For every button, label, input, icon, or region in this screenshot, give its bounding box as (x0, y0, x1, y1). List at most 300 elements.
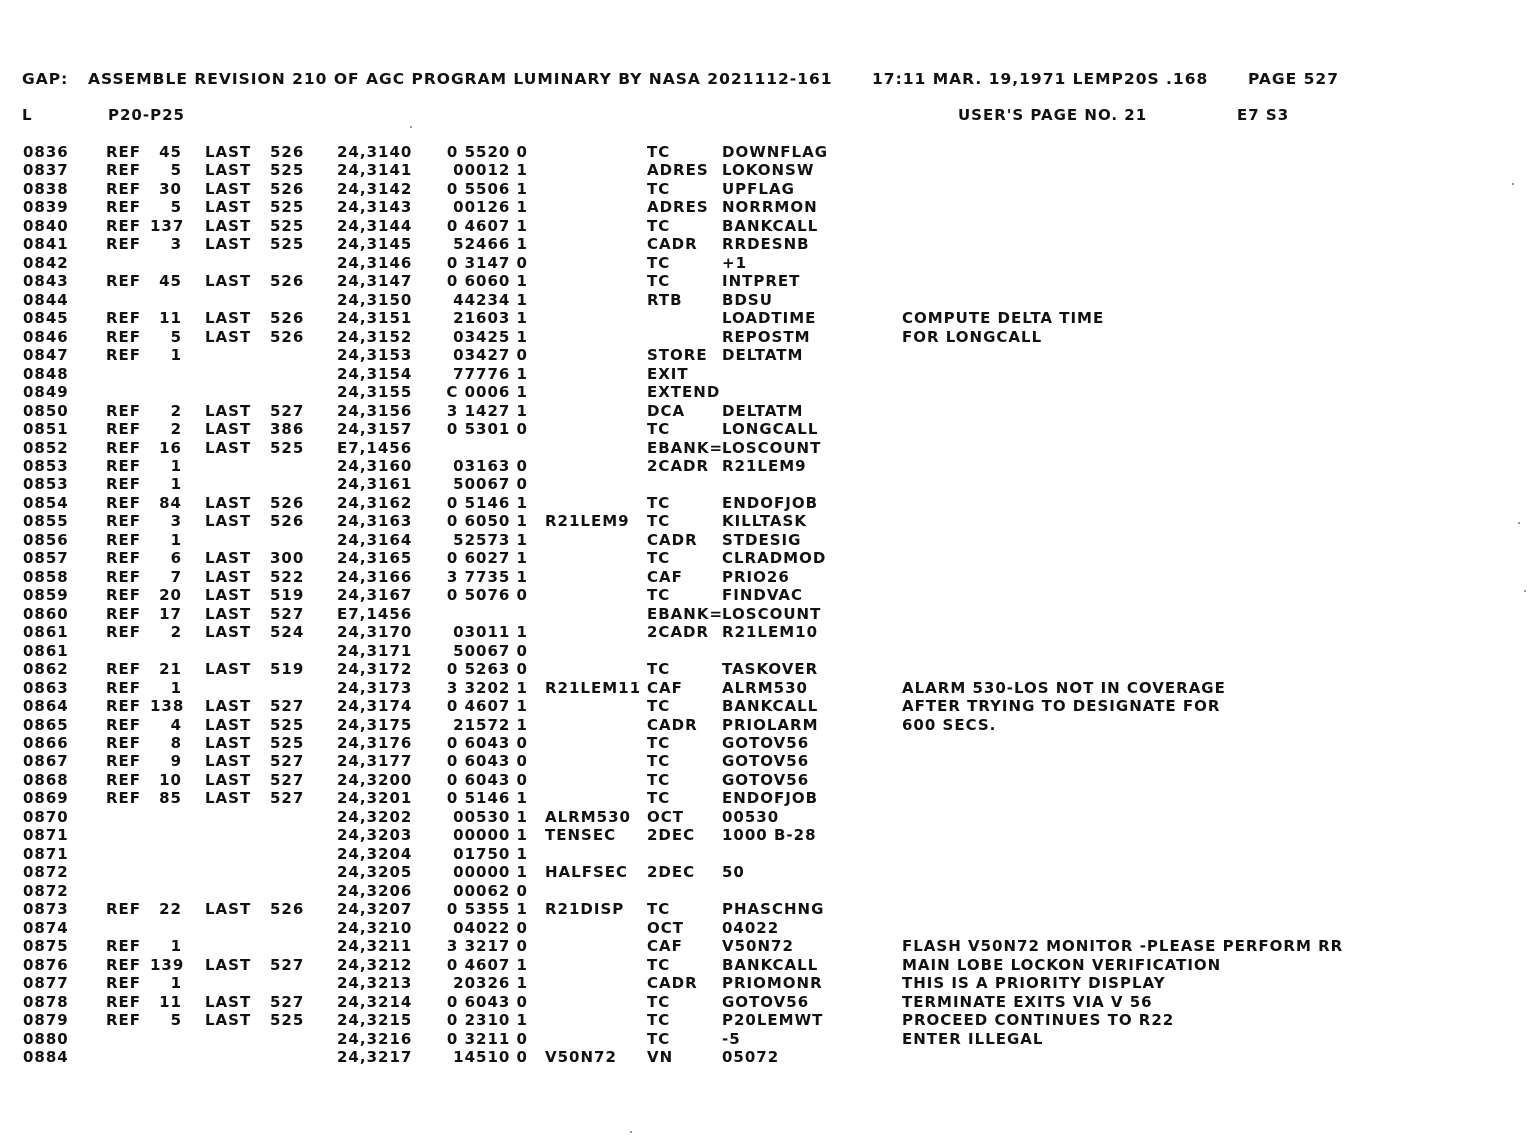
opcode: 2DEC (647, 863, 696, 882)
listing-row (0, 494, 1536, 512)
line-number: 0863 (23, 678, 69, 697)
address: 24,3141 (337, 161, 413, 180)
machine-code: 52573 1 (453, 530, 528, 549)
last-page: 527 (270, 955, 305, 974)
last-page: 527 (270, 992, 305, 1011)
listing-row (0, 383, 1536, 401)
machine-code: 50067 0 (453, 641, 528, 660)
address: 24,3140 (337, 143, 413, 161)
ref-keyword: REF (106, 272, 142, 291)
last-keyword: LAST (205, 992, 252, 1011)
opcode: CAF (647, 678, 683, 697)
listing-row (0, 143, 1536, 161)
operand: LONGCALL (722, 420, 819, 439)
listing-row (0, 328, 1536, 346)
address: 24,3175 (337, 715, 413, 734)
listing-row (0, 605, 1536, 623)
opcode: TC (647, 216, 671, 235)
machine-code: 0 4607 1 (446, 216, 528, 235)
opcode: TC (647, 253, 671, 272)
listing-row (0, 863, 1536, 881)
line-number: 0844 (23, 290, 69, 309)
last-page: 526 (270, 143, 305, 161)
operand: ALRM530 (722, 678, 808, 697)
listing-row (0, 900, 1536, 918)
ref-keyword: REF (106, 974, 142, 993)
operand: GOTOV56 (722, 992, 810, 1011)
opcode: ADRES (647, 161, 709, 180)
ref-count: 1 (170, 678, 182, 697)
section-name: P20-P25 (108, 106, 185, 124)
machine-code: 0 5146 1 (446, 493, 528, 512)
operand: NORRMON (722, 198, 818, 217)
ref-count: 1 (170, 346, 182, 365)
machine-code: 3 3202 1 (446, 678, 528, 697)
ref-keyword: REF (106, 327, 142, 346)
listing-row (0, 272, 1536, 290)
ref-keyword: REF (106, 734, 142, 752)
opcode: TC (647, 697, 671, 716)
operand: LOKONSW (722, 161, 815, 180)
machine-code: 00530 1 (453, 807, 528, 826)
ref-keyword: REF (106, 604, 142, 623)
listing-row (0, 402, 1536, 420)
line-number: 0871 (23, 826, 69, 845)
listing-letter: L (22, 106, 33, 124)
scan-speck (630, 1131, 632, 1133)
operand: REPOSTM (722, 327, 811, 346)
machine-code: 04022 0 (453, 918, 528, 937)
operand: ENDOFJOB (722, 493, 819, 512)
address: 24,3154 (337, 364, 413, 383)
line-number: 0840 (23, 216, 69, 235)
line-number: 0859 (23, 586, 69, 605)
listing-row (0, 254, 1536, 272)
listing-row (0, 457, 1536, 475)
ref-keyword: REF (106, 752, 142, 771)
last-page: 386 (270, 420, 305, 439)
machine-code: 03425 1 (453, 327, 528, 346)
ref-count: 45 (159, 143, 182, 161)
ref-keyword: REF (106, 493, 142, 512)
ref-count: 139 (150, 955, 185, 974)
ref-keyword: REF (106, 549, 142, 568)
machine-code: 00000 1 (453, 863, 528, 882)
last-page: 527 (270, 789, 305, 808)
ref-count: 6 (170, 549, 182, 568)
machine-code: C 0006 1 (446, 383, 528, 402)
line-number: 0866 (23, 734, 69, 752)
opcode: TC (647, 493, 671, 512)
machine-code: 44234 1 (453, 290, 528, 309)
address: 24,3201 (337, 789, 413, 808)
address: 24,3202 (337, 807, 413, 826)
address: 24,3161 (337, 475, 413, 494)
address: 24,3213 (337, 974, 413, 993)
last-keyword: LAST (205, 161, 252, 180)
last-page: 522 (270, 567, 305, 586)
line-number: 0870 (23, 807, 69, 826)
operand: BANKCALL (722, 697, 819, 716)
opcode: EBANK= (647, 604, 724, 623)
last-keyword: LAST (205, 660, 252, 679)
address: E7,1456 (337, 438, 413, 457)
ref-count: 84 (159, 493, 182, 512)
operand: 50 (722, 863, 745, 882)
opcode: TC (647, 512, 671, 531)
comment: PROCEED CONTINUES TO R22 (902, 1011, 1175, 1030)
ref-count: 9 (170, 752, 182, 771)
last-keyword: LAST (205, 198, 252, 217)
line-number: 0878 (23, 992, 69, 1011)
ref-keyword: REF (106, 216, 142, 235)
opcode: 2CADR (647, 623, 710, 642)
ref-keyword: REF (106, 586, 142, 605)
opcode: 2CADR (647, 456, 710, 475)
opcode: CADR (647, 235, 698, 254)
operand: 1000 B-28 (722, 826, 817, 845)
machine-code: 0 6050 1 (446, 512, 528, 531)
last-page: 525 (270, 715, 305, 734)
ref-keyword: REF (106, 235, 142, 254)
machine-code: 0 3147 0 (446, 253, 528, 272)
opcode: EBANK= (647, 438, 724, 457)
line-number: 0854 (23, 493, 69, 512)
opcode: EXIT (647, 364, 689, 383)
operand: -5 (722, 1029, 741, 1048)
address: 24,3171 (337, 641, 413, 660)
last-page: 519 (270, 586, 305, 605)
last-keyword: LAST (205, 604, 252, 623)
listing-row (0, 420, 1536, 438)
listing-row (0, 198, 1536, 216)
address: 24,3204 (337, 844, 413, 863)
line-number: 0856 (23, 530, 69, 549)
last-page: 525 (270, 216, 305, 235)
ref-keyword: REF (106, 143, 142, 161)
machine-code: 0 6060 1 (446, 272, 528, 291)
machine-code: 0 4607 1 (446, 697, 528, 716)
operand: PRIO26 (722, 567, 790, 586)
opcode: TC (647, 1011, 671, 1030)
machine-code: 0 5506 1 (446, 179, 528, 198)
opcode: TC (647, 143, 671, 161)
ref-count: 45 (159, 272, 182, 291)
machine-code: 77776 1 (453, 364, 528, 383)
last-keyword: LAST (205, 179, 252, 198)
last-page: 527 (270, 697, 305, 716)
address: 24,3207 (337, 900, 413, 919)
ref-count: 1 (170, 475, 182, 494)
line-number: 0865 (23, 715, 69, 734)
last-keyword: LAST (205, 309, 252, 328)
address: 24,3173 (337, 678, 413, 697)
comment: AFTER TRYING TO DESIGNATE FOR (902, 697, 1221, 716)
last-keyword: LAST (205, 327, 252, 346)
opcode: ADRES (647, 198, 709, 217)
machine-code: 0 5520 0 (446, 143, 528, 161)
operand: GOTOV56 (722, 770, 810, 789)
ref-keyword: REF (106, 678, 142, 697)
label: R21DISP (545, 900, 625, 919)
opcode: CADR (647, 974, 698, 993)
line-number: 0867 (23, 752, 69, 771)
ref-count: 16 (159, 438, 182, 457)
comment: ENTER ILLEGAL (902, 1029, 1044, 1048)
line-number: 0875 (23, 937, 69, 956)
ref-keyword: REF (106, 346, 142, 365)
label: R21LEM11 (545, 678, 642, 697)
last-page: 519 (270, 660, 305, 679)
line-number: 0857 (23, 549, 69, 568)
ref-keyword: REF (106, 992, 142, 1011)
ref-keyword: REF (106, 179, 142, 198)
opcode: TC (647, 660, 671, 679)
opcode: TC (647, 752, 671, 771)
label: V50N72 (545, 1047, 617, 1066)
operand: +1 (722, 253, 748, 272)
last-page: 527 (270, 752, 305, 771)
operand: PHASCHNG (722, 900, 825, 919)
assembly-title: ASSEMBLE REVISION 210 OF AGC PROGRAM LUMINARY BY NASA 2021112-161 (88, 70, 833, 88)
last-page: 525 (270, 734, 305, 752)
assembly-datetime: 17:11 MAR. 19,1971 LEMP20S .168 (872, 70, 1209, 88)
opcode: TC (647, 586, 671, 605)
address: 24,3172 (337, 660, 413, 679)
last-page: 525 (270, 438, 305, 457)
last-page: 526 (270, 493, 305, 512)
address: 24,3156 (337, 401, 413, 420)
ref-count: 5 (170, 161, 182, 180)
address: 24,3170 (337, 623, 413, 642)
line-number: 0876 (23, 955, 69, 974)
machine-code: 0 6043 0 (446, 992, 528, 1011)
machine-code: 03427 0 (453, 346, 528, 365)
line-number: 0858 (23, 567, 69, 586)
ref-keyword: REF (106, 567, 142, 586)
line-number: 0848 (23, 364, 69, 383)
opcode: TC (647, 549, 671, 568)
ref-keyword: REF (106, 715, 142, 734)
operand: INTPRET (722, 272, 801, 291)
machine-code: 0 5263 0 (446, 660, 528, 679)
opcode: OCT (647, 918, 684, 937)
machine-code: 14510 0 (453, 1047, 528, 1066)
operand: UPFLAG (722, 179, 795, 198)
ref-keyword: REF (106, 438, 142, 457)
line-number: 0849 (23, 383, 69, 402)
listing-row (0, 180, 1536, 198)
line-number: 0850 (23, 401, 69, 420)
ref-keyword: REF (106, 900, 142, 919)
operand: 05072 (722, 1047, 780, 1066)
listing-row (0, 845, 1536, 863)
listing-row (0, 1030, 1536, 1048)
last-page: 300 (270, 549, 305, 568)
line-number: 0843 (23, 272, 69, 291)
listing-row (0, 771, 1536, 789)
address: 24,3150 (337, 290, 413, 309)
ref-count: 137 (150, 216, 185, 235)
user-page-number: USER'S PAGE NO. 21 (958, 106, 1148, 124)
ref-count: 17 (159, 604, 182, 623)
line-number: 0855 (23, 512, 69, 531)
listing-row (0, 568, 1536, 586)
address: 24,3162 (337, 493, 413, 512)
machine-code: 20326 1 (453, 974, 528, 993)
machine-code: 0 5146 1 (446, 789, 528, 808)
opcode: CADR (647, 715, 698, 734)
line-number: 0845 (23, 309, 69, 328)
last-page: 526 (270, 179, 305, 198)
machine-code: 0 6043 0 (446, 770, 528, 789)
opcode: TC (647, 179, 671, 198)
opcode: TC (647, 272, 671, 291)
listing-row (0, 365, 1536, 383)
address: 24,3143 (337, 198, 413, 217)
listing-row (0, 309, 1536, 327)
machine-code: 52466 1 (453, 235, 528, 254)
address: 24,3200 (337, 770, 413, 789)
address: 24,3166 (337, 567, 413, 586)
operand: BANKCALL (722, 216, 819, 235)
listing-row (0, 1048, 1536, 1066)
listing-row (0, 974, 1536, 992)
operand: ENDOFJOB (722, 789, 819, 808)
listing-row (0, 660, 1536, 678)
line-number: 0838 (23, 179, 69, 198)
operand: R21LEM10 (722, 623, 819, 642)
line-number: 0861 (23, 641, 69, 660)
address: 24,3160 (337, 456, 413, 475)
opcode: EXTEND (647, 383, 721, 402)
machine-code: 03163 0 (453, 456, 528, 475)
operand: STDESIG (722, 530, 802, 549)
machine-code: 0 6043 0 (446, 734, 528, 752)
listing-row (0, 217, 1536, 235)
last-page: 527 (270, 770, 305, 789)
last-keyword: LAST (205, 512, 252, 531)
address: 24,3145 (337, 235, 413, 254)
address: 24,3205 (337, 863, 413, 882)
comment: MAIN LOBE LOCKON VERIFICATION (902, 955, 1222, 974)
last-page: 526 (270, 309, 305, 328)
operand: 00530 (722, 807, 780, 826)
last-keyword: LAST (205, 567, 252, 586)
last-page: 527 (270, 401, 305, 420)
line-number: 0880 (23, 1029, 69, 1048)
ref-count: 11 (159, 309, 182, 328)
ref-count: 5 (170, 198, 182, 217)
ref-count: 8 (170, 734, 182, 752)
last-page: 524 (270, 623, 305, 642)
operand: DOWNFLAG (722, 143, 829, 161)
label: HALFSEC (545, 863, 629, 882)
operand: KILLTASK (722, 512, 807, 531)
listing-rows (0, 143, 1536, 1066)
last-keyword: LAST (205, 900, 252, 919)
opcode: TC (647, 992, 671, 1011)
listing-row (0, 919, 1536, 937)
operand: PRIOMONR (722, 974, 823, 993)
address: 24,3157 (337, 420, 413, 439)
listing-row (0, 734, 1536, 752)
ref-count: 22 (159, 900, 182, 919)
address: 24,3147 (337, 272, 413, 291)
last-keyword: LAST (205, 789, 252, 808)
line-number: 0864 (23, 697, 69, 716)
listing-row (0, 956, 1536, 974)
address: 24,3174 (337, 697, 413, 716)
machine-code: 3 7735 1 (446, 567, 528, 586)
address: 24,3215 (337, 1011, 413, 1030)
address: 24,3144 (337, 216, 413, 235)
machine-code: 3 3217 0 (446, 937, 528, 956)
address: 24,3211 (337, 937, 413, 956)
scan-speck (1524, 590, 1526, 592)
operand: GOTOV56 (722, 752, 810, 771)
machine-code: 0 6027 1 (446, 549, 528, 568)
machine-code: 00062 0 (453, 881, 528, 900)
listing-row (0, 808, 1536, 826)
line-number: 0839 (23, 198, 69, 217)
line-number: 0877 (23, 974, 69, 993)
address: 24,3164 (337, 530, 413, 549)
last-page: 525 (270, 1011, 305, 1030)
opcode: DCA (647, 401, 686, 420)
ref-count: 1 (170, 530, 182, 549)
opcode: CADR (647, 530, 698, 549)
ref-keyword: REF (106, 198, 142, 217)
address: 24,3206 (337, 881, 413, 900)
last-keyword: LAST (205, 401, 252, 420)
comment: 600 SECS. (902, 715, 997, 734)
ref-count: 7 (170, 567, 182, 586)
listing-row (0, 642, 1536, 660)
operand: RRDESNB (722, 235, 810, 254)
address: 24,3163 (337, 512, 413, 531)
last-page: 526 (270, 512, 305, 531)
ref-count: 3 (170, 512, 182, 531)
last-page: 526 (270, 272, 305, 291)
last-keyword: LAST (205, 235, 252, 254)
comment: FLASH V50N72 MONITOR -PLEASE PERFORM RR (902, 937, 1344, 956)
listing-row (0, 531, 1536, 549)
ref-count: 3 (170, 235, 182, 254)
operand: BANKCALL (722, 955, 819, 974)
last-keyword: LAST (205, 770, 252, 789)
comment: FOR LONGCALL (902, 327, 1043, 346)
ref-keyword: REF (106, 530, 142, 549)
line-number: 0841 (23, 235, 69, 254)
last-keyword: LAST (205, 143, 252, 161)
opcode: RTB (647, 290, 683, 309)
opcode: VN (647, 1047, 674, 1066)
line-number: 0869 (23, 789, 69, 808)
machine-code: 01750 1 (453, 844, 528, 863)
machine-code: 0 6043 0 (446, 752, 528, 771)
operand: PRIOLARM (722, 715, 819, 734)
machine-code: 00012 1 (453, 161, 528, 180)
operand: DELTATM (722, 346, 804, 365)
operand: 04022 (722, 918, 780, 937)
ref-count: 2 (170, 420, 182, 439)
machine-code: 03011 1 (453, 623, 528, 642)
bank-label: E7 S3 (1237, 106, 1290, 124)
line-number: 0873 (23, 900, 69, 919)
comment: THIS IS A PRIORITY DISPLAY (902, 974, 1166, 993)
address: 24,3176 (337, 734, 413, 752)
